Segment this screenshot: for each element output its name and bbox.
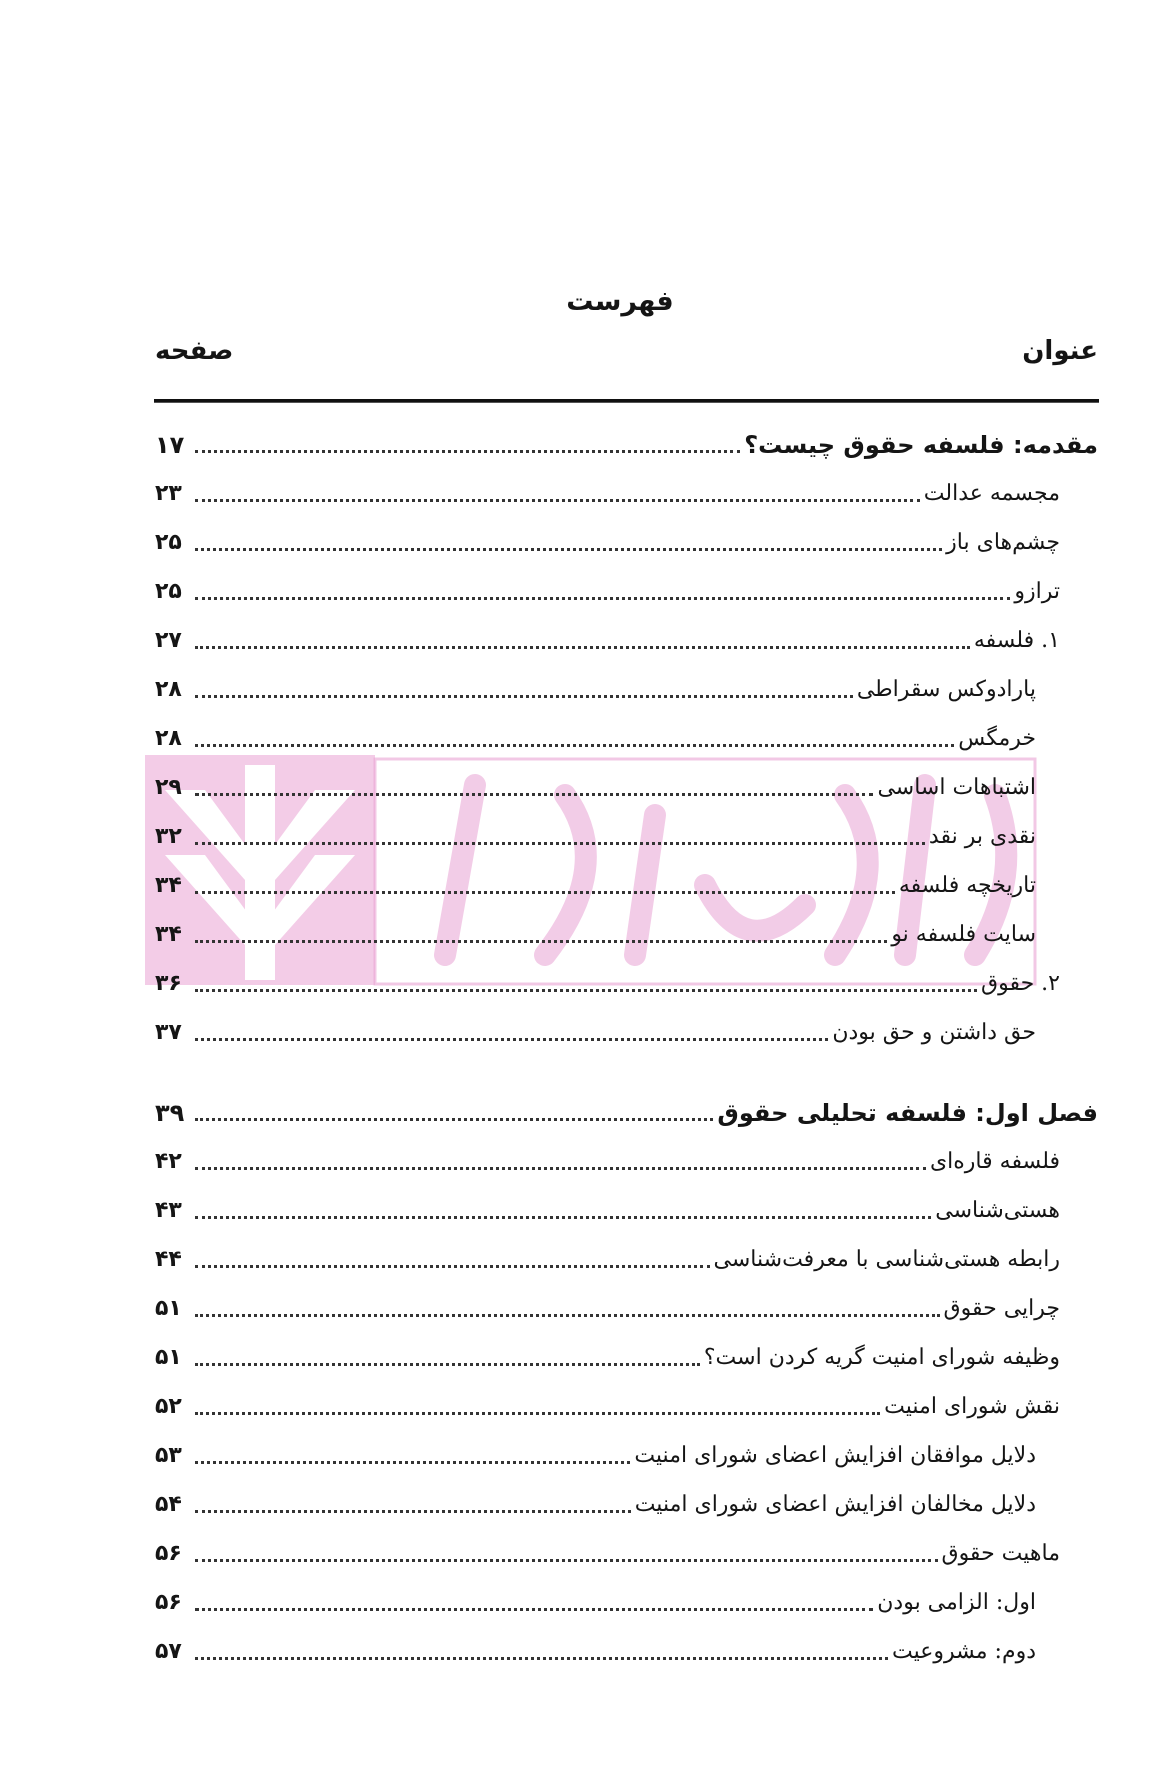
toc-entry-page-number: ۲۸ xyxy=(155,726,182,751)
toc-entry xyxy=(155,1529,1060,1567)
toc-entry-title: چشم‌های باز xyxy=(946,530,1060,555)
toc-entry xyxy=(155,1480,1036,1518)
dot-leader xyxy=(195,1038,828,1041)
dot-leader xyxy=(195,548,942,551)
toc-entry xyxy=(155,910,1036,948)
toc-entry xyxy=(155,469,1060,507)
toc-entry xyxy=(155,1431,1036,1469)
toc-entry-page-number: ۳۲ xyxy=(155,824,182,849)
toc-entry-page-number: ۵۷ xyxy=(155,1639,182,1664)
toc-entry xyxy=(155,812,1036,850)
dot-leader xyxy=(195,1314,940,1317)
toc-entry-page-number: ۵۶ xyxy=(155,1541,182,1566)
dot-leader xyxy=(195,1118,713,1121)
dot-leader xyxy=(195,891,895,894)
toc-entry-title: دلایل موافقان افزایش اعضای شورای امنیت xyxy=(634,1443,1036,1468)
toc-entry-page-number: ۳۴ xyxy=(155,922,182,947)
toc-entry-title: ماهیت حقوق xyxy=(941,1541,1060,1566)
dot-leader xyxy=(195,940,887,943)
toc-entry-page-number: ۳۶ xyxy=(155,971,182,996)
toc-entry xyxy=(155,1008,1036,1046)
toc-entry xyxy=(155,1284,1060,1322)
toc-entry xyxy=(155,1333,1060,1371)
toc-entry-page-number: ۵۲ xyxy=(155,1394,182,1419)
dot-leader xyxy=(195,842,925,845)
header-rule xyxy=(154,399,1099,403)
toc-entry-page-number: ۲۵ xyxy=(155,530,182,555)
toc-entry-page-number: ۲۹ xyxy=(155,775,182,800)
toc-entry-title: ۲. حقوق xyxy=(981,971,1060,996)
toc-entry-title: ترازو xyxy=(1014,579,1060,604)
toc-entry-page-number: ۳۹ xyxy=(155,1099,185,1127)
toc-entry-page-number: ۲۸ xyxy=(155,677,182,702)
toc-entry-title: فلسفه قاره‌ای xyxy=(929,1149,1060,1174)
dot-leader xyxy=(195,1559,938,1562)
toc-entry-title: هستی‌شناسی xyxy=(935,1198,1060,1223)
toc-entry-title: مجسمه عدالت xyxy=(923,481,1060,506)
toc-entry-page-number: ۵۱ xyxy=(155,1345,182,1370)
dot-leader xyxy=(195,744,954,747)
dot-leader xyxy=(195,1363,700,1366)
toc-entry xyxy=(155,567,1060,605)
toc-entry xyxy=(155,1137,1060,1175)
toc-entry xyxy=(155,714,1036,752)
dot-leader xyxy=(195,1657,888,1660)
dot-leader xyxy=(195,1608,873,1611)
toc-entry xyxy=(155,959,1060,997)
dot-leader xyxy=(195,499,920,502)
toc-entry-title: حق داشتن و حق بودن xyxy=(832,1020,1036,1045)
toc-entry xyxy=(155,763,1036,801)
toc-entry-title: تاریخچه فلسفه xyxy=(898,873,1036,898)
dot-leader xyxy=(195,1461,630,1464)
dot-leader xyxy=(195,793,873,796)
dot-leader xyxy=(195,1412,880,1415)
toc-entry-page-number: ۲۳ xyxy=(155,481,182,506)
toc-entry-title: نقش شورای امنیت xyxy=(884,1394,1060,1419)
toc-entry-title: خرمگس xyxy=(958,726,1036,751)
dot-leader xyxy=(195,1265,710,1268)
toc-entry xyxy=(155,665,1036,703)
dot-leader xyxy=(195,646,970,649)
dot-leader xyxy=(195,1510,631,1513)
dot-leader xyxy=(195,597,1010,600)
toc-entry-page-number: ۲۷ xyxy=(155,628,182,653)
toc-entry-page-number: ۵۴ xyxy=(155,1492,182,1517)
toc-entry-page-number: ۲۵ xyxy=(155,579,182,604)
dot-leader xyxy=(195,1216,931,1219)
toc-entry-page-number: ۴۲ xyxy=(155,1149,182,1174)
toc-entry-title: دوم: مشروعیت xyxy=(892,1639,1036,1664)
toc-entry-page-number: ۴۴ xyxy=(155,1247,182,1272)
toc-entry-page-number: ۵۶ xyxy=(155,1590,182,1615)
toc-chapter-entry xyxy=(155,1088,1098,1126)
toc-entry-title: سایت فلسفه نو xyxy=(891,922,1036,947)
column-header-page: صفحه xyxy=(155,336,234,366)
toc-entry xyxy=(155,1578,1036,1616)
toc-entry-page-number: ۵۱ xyxy=(155,1296,182,1321)
toc-entry-title: وظیفه شورای امنیت گریه کردن است؟ xyxy=(703,1345,1060,1370)
toc-entry-page-number: ۴۳ xyxy=(155,1198,182,1223)
toc-entry-title: پارادوکس سقراطی xyxy=(856,677,1036,702)
toc-entry-page-number: ۳۴ xyxy=(155,873,182,898)
toc-entry xyxy=(155,518,1060,556)
toc-entry-title: رابطه هستی‌شناسی با معرفت‌شناسی xyxy=(713,1247,1060,1272)
toc-entry xyxy=(155,1235,1060,1273)
toc-entry-page-number: ۳۷ xyxy=(155,1020,182,1045)
toc-entry-title: ۱. فلسفه xyxy=(973,628,1060,653)
toc-entry-page-number: ۱۷ xyxy=(155,431,185,459)
toc-entry xyxy=(155,1627,1036,1665)
toc-heading: فهرست xyxy=(566,286,674,317)
toc-entry xyxy=(155,1382,1060,1420)
dot-leader xyxy=(195,450,740,453)
toc-entry xyxy=(155,616,1060,654)
toc-chapter-entry xyxy=(155,420,1098,458)
toc-entry xyxy=(155,861,1036,899)
toc-entry-page-number: ۵۳ xyxy=(155,1443,182,1468)
toc-entry-title: اول: الزامی بودن xyxy=(877,1590,1036,1615)
toc-entry xyxy=(155,1186,1060,1224)
toc-entry-title: فصل اول: فلسفه تحلیلی حقوق xyxy=(717,1099,1098,1127)
toc-entry-title: مقدمه: فلسفه حقوق چیست؟ xyxy=(744,431,1098,459)
column-header-title: عنوان xyxy=(1022,336,1098,366)
toc-entry-title: چرایی حقوق xyxy=(943,1296,1060,1321)
dot-leader xyxy=(195,695,853,698)
dot-leader xyxy=(195,1167,926,1170)
toc-entry-title: اشتباهات اساسی xyxy=(877,775,1036,800)
dot-leader xyxy=(195,989,977,992)
toc-entry-title: نقدی بر نقد xyxy=(928,824,1036,849)
toc-entry-title: دلایل مخالفان افزایش اعضای شورای امنیت xyxy=(634,1492,1036,1517)
